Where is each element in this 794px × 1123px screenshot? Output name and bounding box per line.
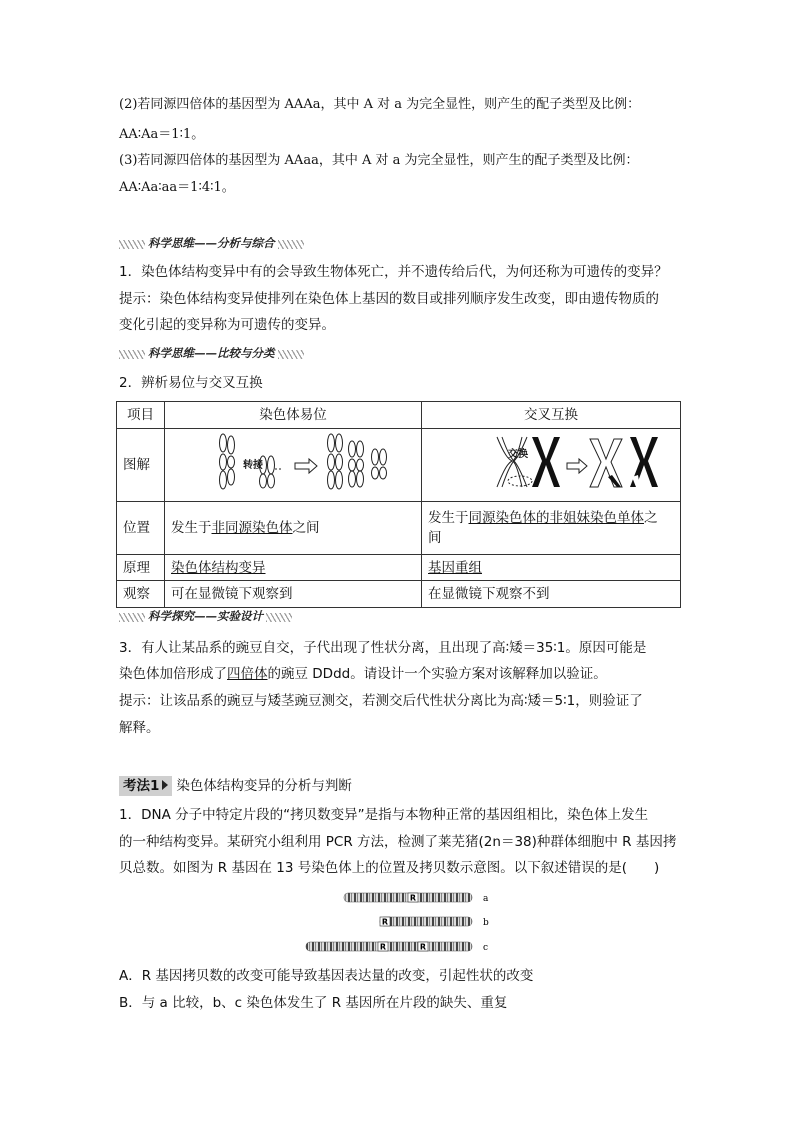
hint-1-line-2: 变化引起的变异称为可遗传的变异。 (119, 317, 335, 333)
hint-3-line-1: 提示：让该品系的豌豆与矮茎豌豆测交，若测交后代性状分离比为高∶矮＝5∶1，则验证了 (119, 693, 643, 709)
observe-crossover: 在显微镜下观察不到 (422, 581, 681, 608)
intro-ratio-2: AA∶Aa＝1∶1。 (119, 127, 205, 142)
row-label: 图解 (117, 429, 165, 502)
question-2-title: 2．辨析易位与交叉互换 (119, 375, 263, 391)
translocation-diagram-cell (165, 429, 422, 502)
table-header-cell: 项目 (117, 402, 165, 429)
hint-3-line-2: 解释。 (119, 720, 160, 736)
table-row-position (117, 502, 681, 555)
slash-decoration (266, 613, 292, 622)
translocation-diagram (165, 429, 421, 495)
question-1: 1．染色体结构变异中有的会导致生物体死亡，并不遗传给后代，为何还称为可遗传的变异？ (119, 264, 668, 280)
table-header-row (117, 402, 681, 429)
option-b: B．与 a 比较，b、c 染色体发生了 R 基因所在片段的缺失、重复 (119, 995, 508, 1011)
kaofa-tag: 考法1 (119, 776, 172, 796)
option-a: A．R 基因拷贝数的改变可能导致基因表达量的改变，引起性状的改变 (119, 968, 534, 984)
crossover-diagram (422, 429, 680, 495)
r-gene-label: R (419, 942, 427, 952)
table-header-cell: 染色体易位 (165, 402, 422, 429)
intro-line-2: (2)若同源四倍体的基因型为 AAAa，其中 A 对 a 为完全显性，则产生的配子类型及比例： (119, 97, 641, 112)
section-header-experiment: 科学探究——实验设计 (119, 608, 296, 624)
row-label: 观察 (117, 581, 165, 608)
table-row-principle (117, 555, 681, 581)
question-3-line-1: 3．有人让某品系的豌豆自交，子代出现了性状分离，且出现了高∶矮＝35∶1。原因可能是 (119, 640, 647, 656)
chromosome-a-label: a (483, 894, 489, 904)
table-header-cell: 交叉互换 (422, 402, 681, 429)
r-gene-label: R (409, 893, 417, 903)
row-label: 原理 (117, 555, 165, 581)
chromosome-c (306, 942, 472, 951)
r-gene-label: R (379, 942, 387, 952)
kaofa-q-line-2: 的一种结构变异。某研究小组利用 PCR 方法，检测了莱芜猪(2n＝38)种群体细胞中 R 基因拷 (119, 834, 677, 850)
kaofa-q-line-1: 1．DNA 分子中特定片段的“拷贝数变异”是指与本物种正常的基因组相比，染色体上发生 (119, 807, 649, 823)
question-3-line-2: 染色体加倍形成了四倍体的豌豆 DDdd。请设计一个实验方案对该解释加以验证。 (119, 666, 607, 682)
chromosome-c-label: c (483, 943, 489, 953)
r-gene-label: R (381, 917, 389, 927)
observe-translocation: 可在显微镜下观察到 (165, 581, 422, 608)
intro-ratio-3: AA∶Aa∶aa＝1∶4∶1。 (119, 180, 235, 195)
row-label: 位置 (117, 502, 165, 555)
crossover-diagram-cell (422, 429, 681, 502)
table-row-observe (117, 581, 681, 608)
slash-decoration (119, 350, 145, 359)
chromosome-copy-figure (300, 888, 500, 960)
slash-decoration (119, 613, 145, 622)
kaofa-title: 染色体结构变异的分析与判断 (176, 778, 352, 794)
slash-decoration (119, 240, 145, 249)
section-header-analysis: 科学思维——分析与综合 (119, 235, 304, 251)
principle-crossover: 基因重组 (422, 555, 681, 581)
table-row-diagram (117, 429, 681, 502)
section-header-compare: 科学思维——比较与分类 (119, 345, 304, 361)
principle-translocation: 染色体结构变异 (165, 555, 422, 581)
kaofa-heading (119, 776, 352, 796)
slash-decoration (278, 240, 304, 249)
transfer-tag: 转接 (243, 460, 263, 471)
comparison-table (116, 401, 681, 608)
intro-line-3: (3)若同源四倍体的基因型为 AAaa，其中 A 对 a 为完全显性，则产生的配子类型及比例： (119, 153, 639, 168)
hint-1-line-1: 提示：染色体结构变异使排列在染色体上基因的数目或排列顺序发生改变，即由遗传物质的 (119, 291, 659, 307)
exchange-tag: 交换 (508, 449, 528, 460)
kaofa-q-line-3: 贝总数。如图为 R 基因在 13 号染色体上的位置及拷贝数示意图。以下叙述错误的是( ) (119, 860, 660, 876)
chromosome-b-label: b (483, 918, 489, 928)
position-crossover: 发生于同源染色体的非姐妹染色单体之 间 (422, 502, 681, 555)
slash-decoration (278, 350, 304, 359)
chromosome-b (380, 917, 472, 926)
position-translocation: 发生于非同源染色体之间 (165, 502, 422, 555)
